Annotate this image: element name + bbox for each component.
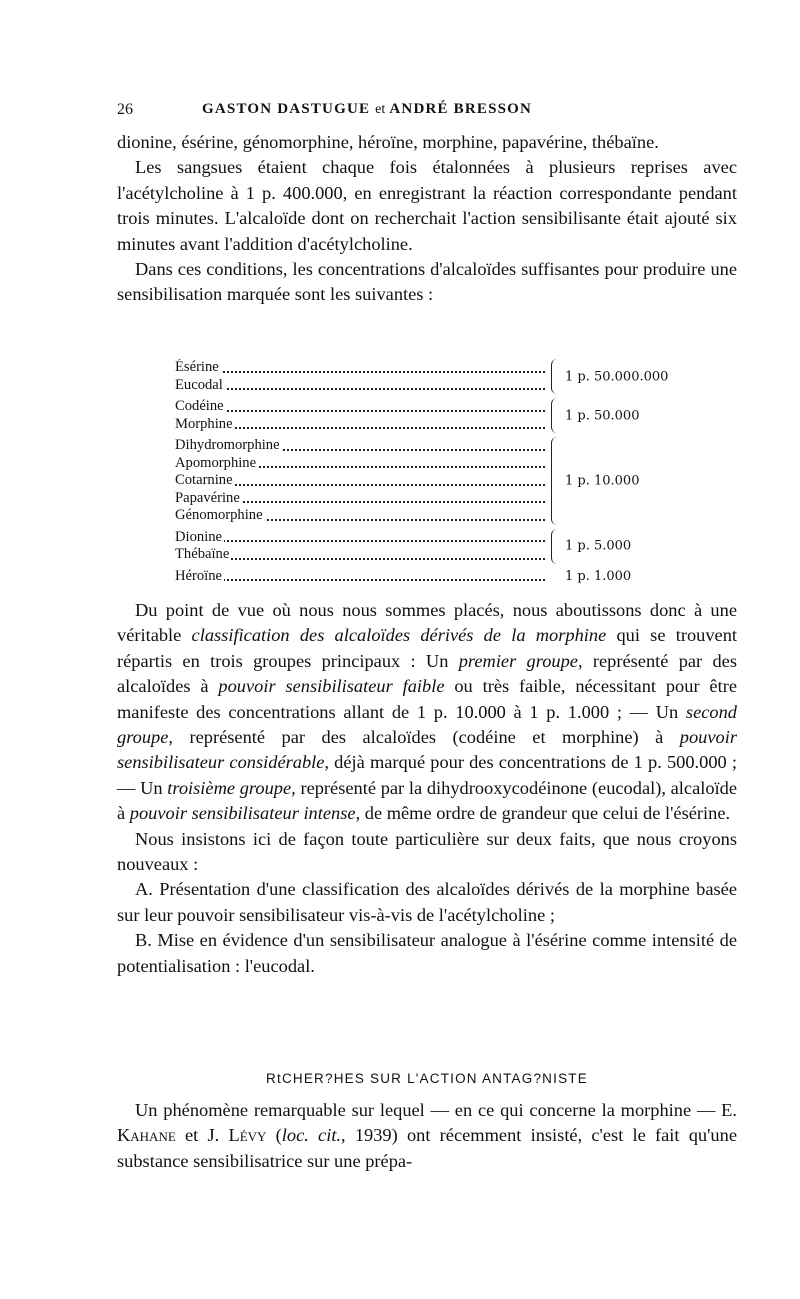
text-run: Un phénomène remarquable sur lequel — en ce qui concerne la morphine — E. xyxy=(135,1100,737,1120)
alkaloid-name: Héroïne xyxy=(175,567,223,584)
emphasis-run: premier groupe, xyxy=(458,650,583,671)
dot-leader xyxy=(175,579,545,581)
dot-leader xyxy=(175,388,545,390)
table-row xyxy=(175,507,545,525)
text-run: et J. xyxy=(175,1125,229,1146)
author-andre-bresson: ANDRÉ BRESSON xyxy=(389,101,533,117)
table-group xyxy=(175,398,695,433)
alkaloid-name: Eucodal xyxy=(175,376,223,393)
alkaloid-name: Thébaïne xyxy=(175,546,230,562)
table-row xyxy=(175,359,545,377)
text-run: représenté par la dihydrooxycodéinone (eucodal), alcaloïde à xyxy=(117,777,738,824)
concentration-value: 1 p. 1.000 xyxy=(565,568,632,584)
text-run: , 1939) ont récemment insisté, c'est le fait qu'une substance sensibilisatrice sur une prépa- xyxy=(117,1125,737,1171)
paragraph-method: Les sangsues étaient chaque fois étalonnées à plusieurs reprises avec l'acétylcholine à 1 p. 400.000, en enregistrant la réaction correspondante pendant trois minutes. L'alcaloïde dont on recherchait l'action sensibilisante était ajouté six minutes avant l'addition d'acétylcholine. xyxy=(117,157,737,254)
group-brace xyxy=(551,359,560,394)
alkaloid-name: Papavérine xyxy=(175,489,240,506)
alkaloid-name: Ésérine xyxy=(175,359,219,375)
concentration-value: 1 p. 10.000 xyxy=(565,473,640,488)
paragraph-new-facts: Nous insistons ici de façon toute particulière sur deux faits, que nous croyons nouveaux : xyxy=(117,828,737,875)
text-run: ( xyxy=(266,1125,282,1146)
page-number: 26 xyxy=(117,101,133,118)
alkaloid-name: Génomorphine xyxy=(175,507,263,523)
text-run: Du point de vue où nous nous sommes placés, nous aboutissons donc à une véritable xyxy=(117,600,737,646)
text-run: ou très faible, nécessitant pour être manifeste des concentrations allant de 1 p. 10.000 à 1 p. 1.000 ; — Un xyxy=(117,676,737,722)
table-row xyxy=(175,455,545,473)
emphasis-run: loc. cit. xyxy=(281,1125,342,1146)
table-row xyxy=(175,377,545,395)
text-run: représenté par des alcaloïdes à xyxy=(117,650,737,697)
alkaloid-name: Dionine xyxy=(175,528,223,545)
emphasis-run: classification des alcaloïdes dérivés de la morphine xyxy=(191,625,607,646)
paragraph-fact-b: B. Mise en évidence d'un sensibilisateur analogue à l'ésérine comme intensité de potentialisation : l'eucodal. xyxy=(117,930,737,976)
author-gaston-dastugue: GASTON DASTUGUE xyxy=(202,101,371,117)
table-row xyxy=(175,437,545,455)
table-group xyxy=(175,568,695,586)
alkaloid-name: Morphine xyxy=(175,415,233,432)
paragraph-conditions: Dans ces conditions, les concentrations d'alcaloïdes suffisantes pour produire une sensibilisation marquée sont les suivantes : xyxy=(117,259,737,305)
table-group xyxy=(175,529,695,564)
alkaloid-name: Cotarnine xyxy=(175,472,233,488)
table-row xyxy=(175,472,545,490)
concentration-table xyxy=(175,359,695,589)
table-row xyxy=(175,490,545,508)
dot-leader xyxy=(175,540,545,542)
antagonist-text xyxy=(117,1098,737,1174)
concentration-value: 1 p. 5.000 xyxy=(565,538,632,554)
paragraph-antagonist xyxy=(117,1098,737,1174)
dot-leader xyxy=(175,371,545,373)
alkaloid-name: Dihydromorphine xyxy=(175,437,280,453)
alkaloid-name: Codéine xyxy=(175,398,224,414)
table-row xyxy=(175,398,545,416)
group-brace xyxy=(551,529,560,564)
running-header xyxy=(117,101,737,123)
concentration-value: 1 p. 50.000 xyxy=(565,407,640,423)
paragraph-classification xyxy=(117,598,737,827)
emphasis-run: pouvoir sensibilisateur intense, xyxy=(129,803,361,824)
paragraph-fact-a: A. Présentation d'une classification des alcaloïdes dérivés de la morphine basée sur leur pouvoir sensibilisateur vis-à-vis de l'acétylcholine ; xyxy=(117,879,737,925)
emphasis-run: troisième groupe, xyxy=(167,777,296,798)
table-group xyxy=(175,437,695,525)
text-run: de même ordre de grandeur que celui de l'ésérine. xyxy=(360,803,731,824)
emphasis-run: second groupe, xyxy=(117,701,737,748)
emphasis-run: pouvoir sensibilisateur considérable, xyxy=(117,727,737,773)
group-brace xyxy=(551,437,560,525)
section-heading: RtCHER?HES SUR L'ACTION ANTAG?NISTE xyxy=(266,1071,588,1086)
intro-text xyxy=(117,130,737,308)
emphasis-run: pouvoir sensibilisateur faible xyxy=(218,676,445,697)
table-row xyxy=(175,568,545,586)
table-row xyxy=(175,546,545,564)
table-group xyxy=(175,359,695,394)
discussion-text xyxy=(117,598,737,979)
text-run: déjà marqué pour des concentrations de 1 p. 500.000 ; — Un xyxy=(117,752,737,798)
conjunction-et: et xyxy=(375,102,386,117)
table-row xyxy=(175,529,545,547)
paragraph-alkaloid-list: dionine, ésérine, génomorphine, héroïne, morphine, papavérine, thébaïne. xyxy=(117,132,659,152)
group-brace xyxy=(551,398,560,433)
text-run: qui se trouvent répartis en trois groupes principaux : Un xyxy=(117,625,738,671)
text-run: représenté par des alcaloïdes (codéine et morphine) à xyxy=(173,727,680,748)
alkaloid-name: Apomorphine xyxy=(175,454,257,471)
author-kahane: Kahane xyxy=(117,1125,176,1146)
author-levy: Lévy xyxy=(228,1125,267,1146)
table-row xyxy=(175,416,545,434)
concentration-value: 1 p. 50.000.000 xyxy=(565,368,669,384)
running-title xyxy=(202,101,532,118)
dot-leader xyxy=(175,410,545,412)
